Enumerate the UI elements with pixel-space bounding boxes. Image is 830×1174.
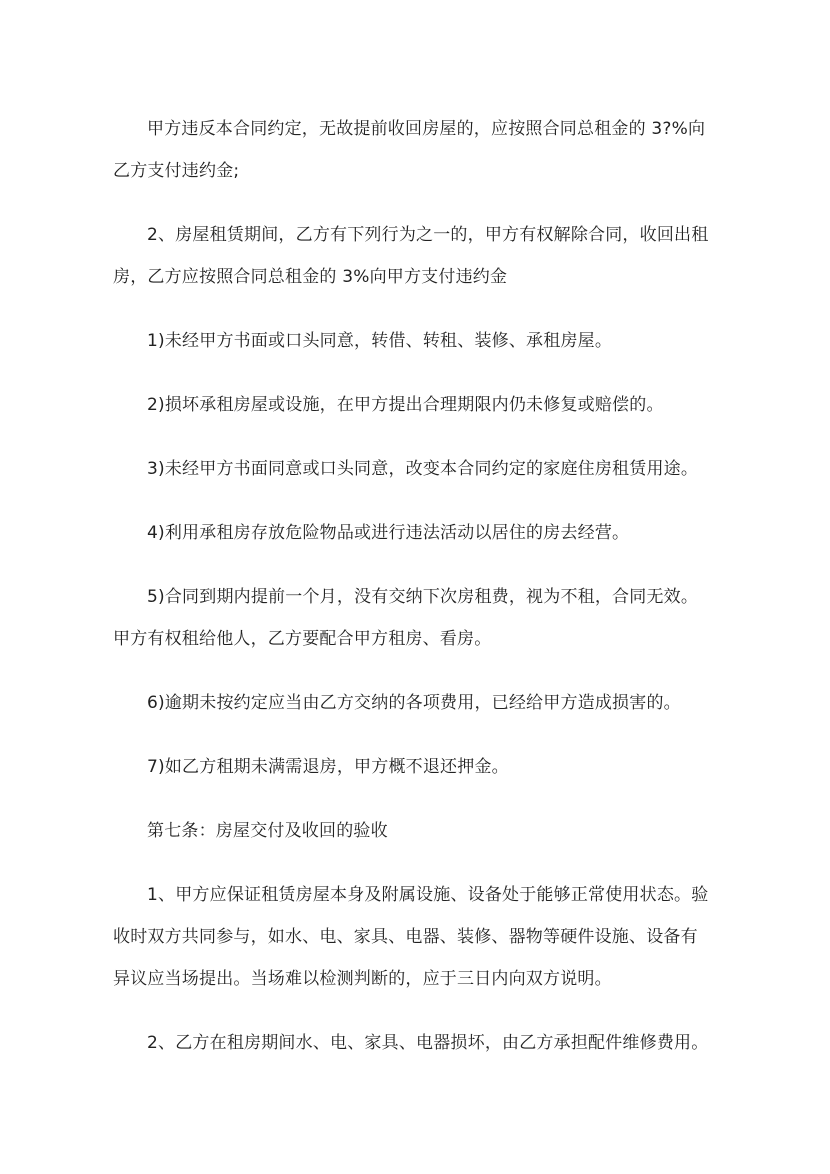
text-line: 甲方有权租给他人，乙方要配合甲方租房、看房。 <box>113 629 492 649</box>
text-line: 1)未经甲方书面或口头同意，转借、转租、装修、承租房屋。 <box>147 331 613 351</box>
text-line: 房，乙方应按照合同总租金的 3%向甲方支付违约金 <box>113 267 508 287</box>
text-line: 2、房屋租赁期间，乙方有下列行为之一的，甲方有权解除合同，收回出租 <box>147 225 709 245</box>
text-line: 3)未经甲方书面同意或口头同意，改变本合同约定的家庭住房租赁用途。 <box>147 459 699 479</box>
text-line: 2、乙方在租房期间水、电、家具、电器损坏，由乙方承担配件维修费用。 <box>147 1033 709 1053</box>
document-page <box>113 108 723 1086</box>
text-line: 2)损坏承租房屋或设施，在甲方提出合理期限内仍未修复或赔偿的。 <box>147 395 664 415</box>
paragraph <box>113 512 723 554</box>
paragraph <box>113 384 723 426</box>
paragraph <box>113 810 723 852</box>
text-line: 第七条：房屋交付及收回的验收 <box>147 821 388 841</box>
paragraph <box>113 682 723 724</box>
paragraph <box>113 448 723 490</box>
text-line: 1、甲方应保证租赁房屋本身及附属设施、设备处于能够正常使用状态。验 <box>147 885 709 905</box>
paragraph <box>113 576 723 660</box>
paragraph <box>113 874 723 1000</box>
text-line: 7)如乙方租期未满需退房，甲方概不退还押金。 <box>147 757 509 777</box>
paragraph <box>113 1022 723 1064</box>
text-line: 4)利用承租房存放危险物品或进行违法活动以居住的房去经营。 <box>147 523 630 543</box>
paragraph <box>113 108 723 192</box>
text-line: 异议应当场提出。当场难以检测判断的，应于三日内向双方说明。 <box>113 969 612 989</box>
text-line: 收时双方共同参与，如水、电、家具、电器、装修、器物等硬件设施、设备有 <box>113 927 698 947</box>
paragraph <box>113 746 723 788</box>
text-line: 6)逾期未按约定应当由乙方交纳的各项费用，已经给甲方造成损害的。 <box>147 693 681 713</box>
text-line: 甲方违反本合同约定，无故提前收回房屋的，应按照合同总租金的 3?%向 <box>147 119 706 139</box>
text-line: 乙方支付违约金; <box>113 161 240 181</box>
text-line: 5)合同到期内提前一个月，没有交纳下次房租费，视为不租，合同无效。 <box>147 587 699 607</box>
paragraph <box>113 320 723 362</box>
paragraph <box>113 214 723 298</box>
